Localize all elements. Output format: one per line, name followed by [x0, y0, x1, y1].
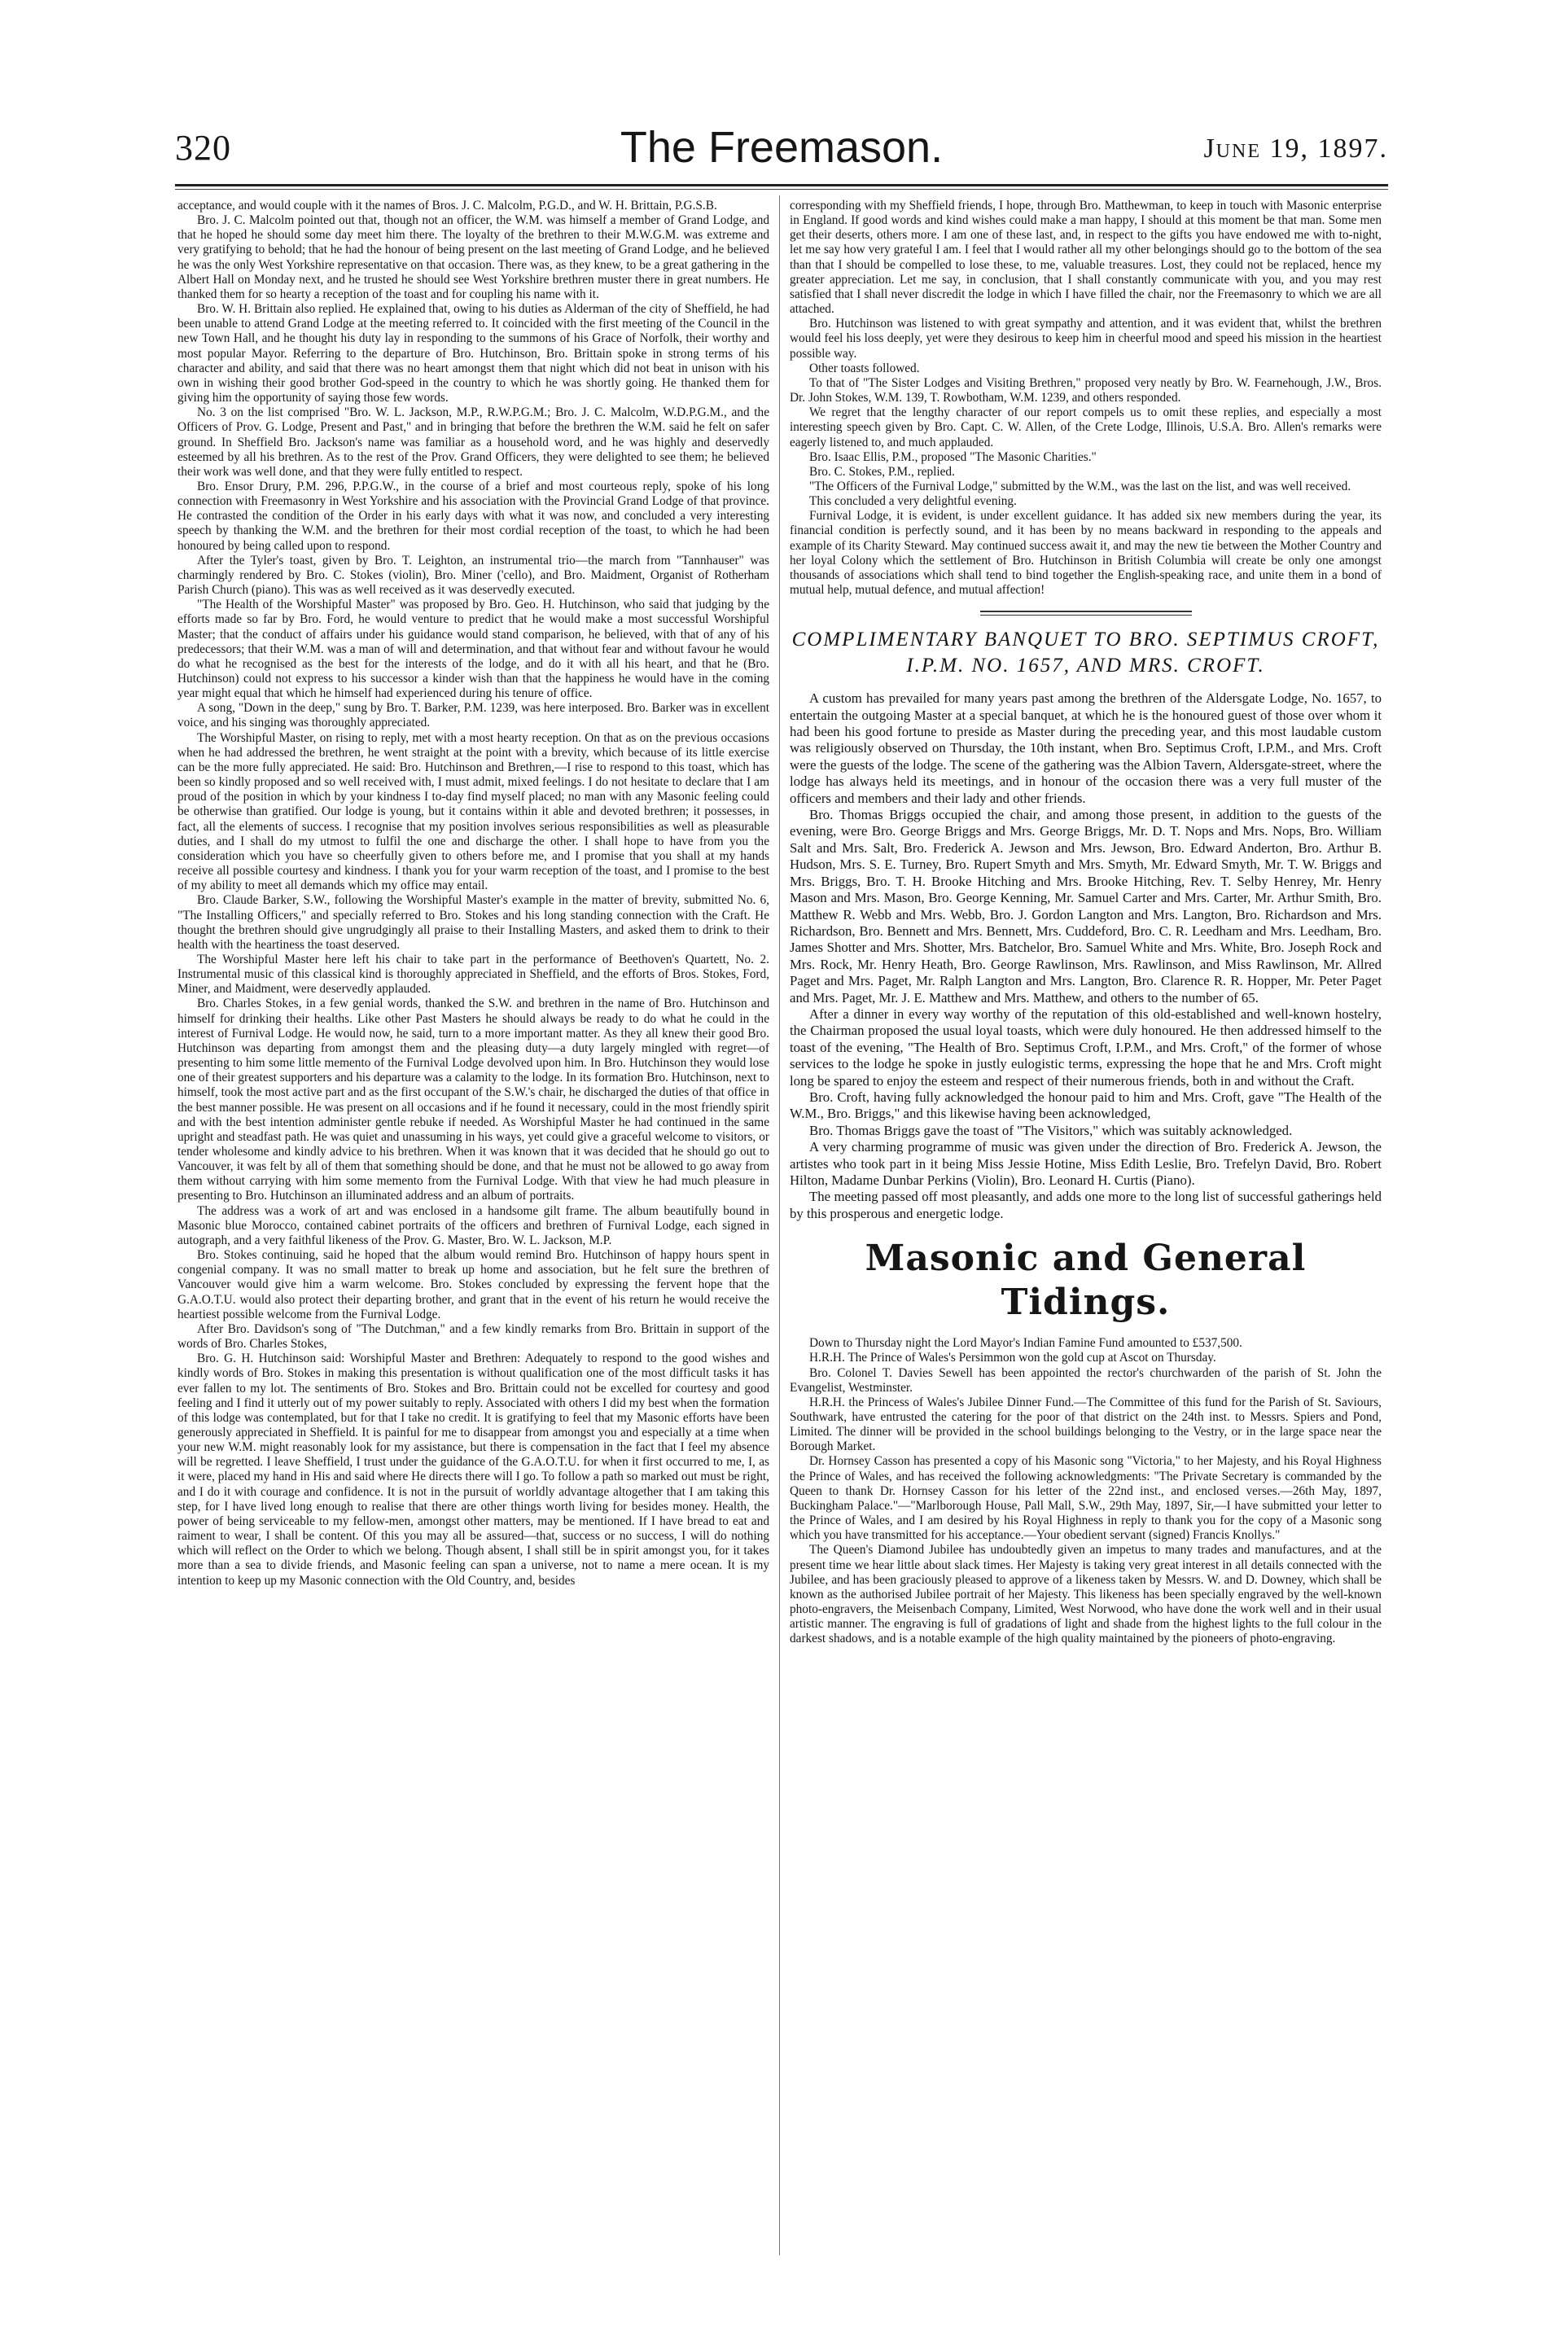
paragraph: Furnival Lodge, it is evident, is under excellent guidance. It has added six new members during the year, its financial condition is perfectly sound, and it has been by no means backward in responding to the appeals and example of its Charity Steward. May continued success await it, and may the new tie between the Mother Country and her loyal Colony which the settlement of Bro. Hutchinson in British Columbia will create be only one amongst thousands of associations which shall tend to bind together the English-speaking race, and unite them in a bond of mutual help, mutual defence, and mutual affection! — [790, 509, 1382, 598]
paragraph: H.R.H. the Princess of Wales's Jubilee Dinner Fund.—The Committee of this fund for the Parish of St. Saviours, Southwark, have entrusted the catering for the poor of that district on the 24th inst. to Messrs. Spiers and Pond, Limited. The dinner will be provided in the school buildings belonging to the Vestry, or in the large space near the Borough Market. — [790, 1395, 1382, 1454]
paragraph: After the Tyler's toast, given by Bro. T. Leighton, an instrumental trio—the march from "Tannhauser" was charmingly rendered by Bro. C. Stokes (violin), Bro. Miner ('cello), and Bro. Maidment, Organist of Rotherham Parish Church (piano). This was as well received as it was deservedly executed. — [177, 553, 769, 598]
paper-title: The Freemason. — [620, 123, 944, 172]
paragraph: Bro. Colonel T. Davies Sewell has been appointed the rector's churchwarden of the parish of St. John the Evangelist, Westminster. — [790, 1365, 1382, 1395]
paragraph: No. 3 on the list comprised "Bro. W. L. Jackson, M.P., R.W.P.G.M.; Bro. J. C. Malcolm, W.D.P.G.M., and the Officers of Prov. G. Lodge, Present and Past," and in bringing that before the brethren the W.M. said he felt on safer ground. In Sheffield Bro. Jackson's name was familiar as a household word, and he was highly and deservedly esteemed by all his brethren. As to the rest of the Prov. Grand Officers, they were delighted to see them; he believed their work was well done, and that they were fully entitled to respect. — [177, 405, 769, 479]
paragraph: Bro. Charles Stokes, in a few genial words, thanked the S.W. and brethren in the name of Bro. Hutchinson and himself for drinking their healths. Like other Past Masters he should always be ready to do what he could in the interest of Furnival Lodge. He would now, he said, turn to a more important matter. As they all knew their good Bro. Hutchinson was departing from amongst them and the pleasing duty—a duty largely mingled with regret—of presenting to him some little memento of the Furnival Lodge devolved upon him. In Bro. Hutchinson they would lose one of their greatest supporters and his departure was a calamity to the lodge. In its formation Bro. Hutchinson, next to himself, took the most active part and as the first occupant of the S.W.'s chair, he discharged the duties of that office in the best manner possible. He was present on all occasions and if he found it necessary, could in the most friendly spirit and with the best intention administer gentle rebuke if needed. As Worshipful Master he had continued in the same upright and steadfast path. He was quiet and unassuming in his ways, yet could give a graceful welcome to visitors, or tender wholesome and kindly advice to his brethren. When it was known that it was decided that he should go out to Vancouver, it was felt by all of them that something should be done, and that he must not be allowed to go away from them without carrying with him some memento from the Furnival Lodge. With that view he had much pleasure in presenting to Bro. Hutchinson an illuminated address and an album of portraits. — [177, 997, 769, 1203]
paragraph: After a dinner in every way worthy of the reputation of this old-established and well-known hostelry, the Chairman proposed the usual loyal toasts, which were duly honoured. He then addressed himself to the toast of the evening, "The Health of Bro. Septimus Croft, I.P.M., and Mrs. Croft," of the former of whose services to the lodge he spoke in justly eulogistic terms, expressing the hope that he and Mrs. Croft might long be spared to enjoy the esteem and respect of their numerous friends, both in and without the Craft. — [790, 1006, 1382, 1089]
paragraph: Bro. Thomas Briggs occupied the chair, and among those present, in addition to the guests of the evening, were Bro. George Briggs and Mrs. George Briggs, Mr. D. T. Nops and Mrs. Nops, Bro. William Salt and Mrs. Salt, Bro. Frederick A. Jewson and Mrs. Jewson, Bro. Edward Anderton, Bro. Arthur B. Hudson, Mrs. S. E. Turney, Bro. Rupert Smyth and Mrs. Smyth, Mr. Edward Smyth, Mr. T. W. Briggs and Mrs. Briggs, Bro. T. H. Brooke Hitching and Mrs. Brooke Hitching, Rev. T. Selby Henrey, Mr. Henry Mason and Mrs. Mason, Bro. George Kenning, Mr. Samuel Carter and Mrs. Carter, Mr. Arthur Smith, Bro. Matthew R. Webb and Mrs. Webb, Bro. J. Gordon Langton and Mrs. Langton, Bro. Richardson and Mrs. Richardson, Bro. Bennett and Mrs. Bennett, Mrs. Cuddeford, Bro. C. R. Leedham and Mrs. Leedham, Bro. James Shotter and Mrs. Shotter, Mrs. Batchelor, Bro. Samuel White and Mrs. White, Bro. Joseph Rock and Mrs. Rock, Mr. Henry Heath, Bro. George Rawlinson, Mrs. Rawlinson, and Miss Rawlinson, Mr. Allred Paget and Mrs. Paget, Mr. Ralph Langton and Mrs. Langton, Bro. Clarence R. R. Hopper, Mr. Peter Paget and Mrs. Paget, Mr. J. E. Matthew and Mrs. Matthew, and others to the number of 65. — [790, 807, 1382, 1006]
paragraph: Bro. W. H. Brittain also replied. He explained that, owing to his duties as Alderman of the city of Sheffield, he had been unable to attend Grand Lodge at the meeting referred to. It coincided with the first meeting of the Council in the new Town Hall, and he thought his duty lay in responding to the summons of his Grace of Norfolk, their worthy and most popular Mayor. Referring to the departure of Bro. Hutchinson, Bro. Brittain spoke in strong terms of his character and ability, and said that there was no heart amongst them that night which did not beat in unison with his own in wishing their good brother God-speed in the country to which he was shortly going. He thanked them for giving him the opportunity of saying those few words. — [177, 302, 769, 405]
banquet-article-title: COMPLIMENTARY BANQUET TO BRO. SEPTIMUS CROFT, I.P.M. NO. 1657, AND MRS. CROFT. — [791, 629, 1380, 677]
paragraph: The Worshipful Master, on rising to reply, met with a most hearty reception. On that as on the previous occasions when he had addressed the brethren, he went straight at the point with a brevity, which because of its little exercise can be the more fully appreciated. He said: Bro. Hutchinson and Brethren,—I rise to respond to this toast, which has been so kindly proposed and so well received with, I must admit, mixed feelings. I do not hesitate to declare that I am proud of the position in which by your kindness I to-day find myself placed; no man with any Masonic feeling could be otherwise than gratified. Our lodge is young, but it contains within it able and devoted brethren; it possesses, in fact, all the elements of success. I recognise that my position involves serious responsibilities as well as pleasurable duties, and I shall do my utmost to fulfil the one and discharge the other. I shall hope to have from you the consideration which you have so cheerfully given to others before me, and I promise that you shall at my hands receive all possible courtesy and kindness. I thank you for your warm reception of the toast, and I promise to the best of my ability to meet all demands which my office may entail. — [177, 730, 769, 893]
paragraph: Bro. Isaac Ellis, P.M., proposed "The Masonic Charities." — [809, 449, 1097, 464]
paragraph: The meeting passed off most pleasantly, and adds one more to the long list of successful gatherings held by this prosperous and energetic lodge. — [790, 1189, 1382, 1221]
paragraph: Down to Thursday night the Lord Mayor's Indian Famine Fund amounted to £537,500. — [809, 1336, 1242, 1351]
paragraph: Dr. Hornsey Casson has presented a copy of his Masonic song "Victoria," to her Majesty, and his Royal Highness the Prince of Wales, and has received the following acknowledgments: "The Private Secretary is commanded by the Queen to thank Dr. Hornsey Casson for his letter of the 22nd inst., and enclosed verses.—26th May, 1897, Buckingham Palace."—"Marlborough House, Pall Mall, S.W., 29th May, 1897, Sir,—I have submitted your letter to the Prince of Wales, and I am desired by his Royal Highness in reply to thank you for the copy of a Masonic song which you have transmitted for his acceptance.—Your obedient servant (signed) Francis Knollys." — [790, 1454, 1382, 1543]
paragraph: A song, "Down in the deep," sung by Bro. T. Barker, P.M. 1239, was here interposed. Bro. Barker was in excellent voice, and his singing was thoroughly appreciated. — [177, 701, 769, 730]
masthead — [175, 122, 1388, 179]
paragraph: After Bro. Davidson's song of "The Dutchman," and a few kindly remarks from Bro. Brittain in support of the words of Bro. Charles Stokes, — [177, 1321, 769, 1352]
banquet-article-body — [790, 690, 1382, 1222]
paragraph: "The Officers of the Furnival Lodge," submitted by the W.M., was the last on the list, and was well received. — [809, 479, 1351, 493]
paragraph: Bro. J. C. Malcolm pointed out that, though not an officer, the W.M. was himself a member of Grand Lodge, and that he hoped he should some day meet him there. The loyalty of the brethren to their M.W.G.M. was extreme and very gratifying to behold; that he had the honour of being present on the last meeting of Grand Lodge, and he believed he was the only West Yorkshire representative on that occasion. There was, as they knew, to be a great gathering in the Albert Hall on Monday next, and he trusted he should see West Yorkshire brethren muster there in great numbers. He thanked them for so hearty a reception of the toast and for coupling his name with it. — [177, 213, 769, 301]
paragraph: Bro. Thomas Briggs gave the toast of "The Visitors," which was suitably acknowledged. — [809, 1122, 1293, 1138]
masthead-rule — [175, 184, 1388, 186]
column-divider — [779, 195, 780, 2255]
paragraph: The Queen's Diamond Jubilee has undoubtedly given an impetus to many trades and manufactures, and at the present time we hear little about slack times. Her Majesty is taking very great interest in all details connected with the Jubilee, and has been graciously pleased to approve of a likeness taken by Messrs. W. and D. Downey, which shall be known as the authorised Jubilee portrait of her Majesty. This likeness has been specially engraved by the well-known photo-engravers, the Meisenbach Company, Limited, West Norwood, who have done the work well and in their usual artistic manner. The engraving is full of gradations of light and shade from the highest lights to the full colour in the darkest shadows, and is a notable example of the high quality maintained by the pioneers of photo-engraving. — [790, 1543, 1382, 1646]
paragraph: Bro. Ensor Drury, P.M. 296, P.P.G.W., in the course of a brief and most courteous reply, spoke of his long connection with Freemasonry in West Yorkshire and his association with the Provincial Grand Lodge of that province. He contrasted the condition of the Order in his early days with what it was now, and concluded a very interesting speech by thanking the W.M. and the brethren for their most cordial reception of the toast, to which he had been honoured by being called upon to respond. — [177, 479, 769, 553]
paragraph: corresponding with my Sheffield friends, I hope, through Bro. Matthewman, to keep in touch with Masonic enterprise in England. If good words and kind wishes could make a man happy, I should at this moment be that man. Some men get their deserts, others more. I am one of these last, and, in respect to the gifts you have endowed me with to-night, let me say how very grateful I am. I feel that I would rather all my other belongings should go to the bottom of the sea than that I should be compelled to lose these, to me, valuable treasures. Lost, they could not be replaced, hence my greater appreciation. Let me say, in conclusion, that I shall constantly communicate with you, and you may rest satisfied that I shall never discredit the lodge in which I have filled the chair, nor the Freemasonry to which we are all attached. — [790, 199, 1382, 317]
paragraph: Bro. Claude Barker, S.W., following the Worshipful Master's example in the matter of brevity, submitted No. 6, "The Installing Officers," and specially referred to Bro. Stokes and his long standing connection with the Craft. He thought the brethren should give ungrudgingly all praise to their Installing Masters, and asked them to drink to their health with the heartiness the toast deserved. — [177, 893, 769, 952]
section-separator — [980, 611, 1192, 616]
paragraph: Other toasts followed. — [809, 361, 920, 375]
paragraph: Bro. Hutchinson was listened to with great sympathy and attention, and it was evident that, whilst the brethren would feel his loss deeply, yet were they desirous to keep him in cheerful mood and speed his mission in the heartiest possible way. — [790, 317, 1382, 361]
left-column — [177, 199, 769, 2254]
paragraph: A custom has prevailed for many years past among the brethren of the Aldersgate Lodge, No. 1657, to entertain the outgoing Master at a special banquet, at which he is the honoured guest of those over whom it had been his good fortune to preside as Master during the preceding year, and this most laudable custom was religiously observed on Thursday, the 10th instant, when Bro. Septimus Croft, I.P.M., and Mrs. Croft were the guests of the lodge. The scene of the gathering was the Albion Tavern, Aldersgate-street, where the lodge has always held its meetings, and in honour of the occasion there was a very full muster of the officers and members and their lady and other friends. — [790, 690, 1382, 806]
paragraph: We regret that the lengthy character of our report compels us to omit these replies, and especially a most interesting speech given by Bro. Capt. C. W. Allen, of the Crete Lodge, Illinois, U.S.A. Bro. Allen's remarks were eagerly listened to, and much applauded. — [790, 405, 1382, 449]
paragraph: Bro. Stokes continuing, said he hoped that the album would remind Bro. Hutchinson of happy hours spent in congenial company. It was no small matter to break up home and association, but he felt sure the brethren of Vancouver would give him a warm welcome. Bro. Stokes concluded by expressing the fervent hope that the G.A.O.T.U. would also protect their departing brother, and grant that in the event of his return he would receive the heartiest possible welcome from the Furnival Lodge. — [177, 1248, 769, 1321]
paragraph: Bro. Croft, having fully acknowledged the honour paid to him and Mrs. Croft, gave "The Health of the W.M., Bro. Briggs," and this likewise having been acknowledged, — [790, 1089, 1382, 1122]
page-number: 320 — [175, 128, 231, 168]
paragraph: H.R.H. The Prince of Wales's Persimmon won the gold cup at Ascot on Thursday. — [809, 1351, 1216, 1365]
masthead-rule-thin — [175, 189, 1388, 190]
paragraph: The Worshipful Master here left his chair to take part in the performance of Beethoven's Quartett, No. 2. Instrumental music of this classical kind is thoroughly appreciated in Sheffield, and the efforts of Bros. Stokes, Ford, Miner, and Maidment, were deservedly applauded. — [177, 952, 769, 997]
paragraph: A very charming programme of music was given under the direction of Bro. Frederick A. Jewson, the artistes who took part in it being Miss Jessie Hotine, Miss Edith Leslie, Bro. Trefelyn David, Bro. Robert Hilton, Madame Dunbar Perkins (Violin), Bro. Leonard H. Curtis (Piano). — [790, 1139, 1382, 1188]
paragraph: Bro. G. H. Hutchinson said: Worshipful Master and Brethren: Adequately to respond to the good wishes and kindly words of Bro. Stokes in making this presentation is without qualification one of the most difficult tasks it has ever fallen to my lot. The sentiments of Bro. Stokes and Bro. Brittain could not be excelled for courtesy and good feeling and I find it utterly out of my power suitably to reply. Associated with others I did my best when the formation of this lodge was contemplated, but for that I take no credit. It is gratifying to feel that my Masonic efforts have been generously appreciated in Sheffield. It is painful for me to disappear from amongst you and especially at a time when your new W.M. might reasonably look for my assistance, but there is compensation in the fact that I feel my absence will be regretted. I leave Sheffield, I trust under the guidance of the G.A.O.T.U. for when it first occurred to me, I, as it were, placed my hand in His and said where He directs there will I go. To follow a path so marked out must be right, and I do it with courage and confidence. It is not in the pursuit of worldly advantage altogether that I am taking this step, for I have lived long enough to realise that there are other things worth living for besides money. Health, the power of being serviceable to my fellow-men, amongst other matters, may be mentioned. If I have bread to eat and raiment to wear, I shall be content. Of this you may all be assured—that, success or no success, I will do nothing which will reflect on the Order to which we belong. Though absent, I shall still be in spirit amongst you, for it takes more than a sea to divide friends, and Masonic feeling can span a universe, not to name a mere ocean. It is my intention to keep up my Masonic connection with the Old Country, and, besides — [177, 1352, 769, 1588]
paragraph: To that of "The Sister Lodges and Visiting Brethren," proposed very neatly by Bro. W. Fearnehough, J.W., Bros. Dr. John Stokes, W.M. 139, T. Rowbotham, W.M. 1239, and others responded. — [790, 375, 1382, 405]
right-column — [790, 199, 1382, 2254]
issue-date: June 19, 1897. — [1203, 134, 1388, 164]
paragraph: "The Health of the Worshipful Master" was proposed by Bro. Geo. H. Hutchinson, who said that judging by the efforts made so far by Bro. Ford, he would venture to predict that he would make a most successful Worshipful Master; that the conduct of affairs under his guidance would stand comparison, he believed, with that of any of his predecessors; that their W.M. was a man of will and determination, and that without fear and without favour he would do what he recognised as the best for the interests of the lodge, and do it with all his heart, and that he (Bro. Hutchinson) could not express to his successor a kinder wish than that the happiness he would have in the coming year might equal that which he himself had experienced during his tenure of office. — [177, 598, 769, 701]
paragraph: The address was a work of art and was enclosed in a handsome gilt frame. The album beautifully bound in Masonic blue Morocco, contained cabinet portraits of the officers and brethren of Furnival Lodge, each signed in autograph, and a very faithful likeness of the Prov. G. Master, Bro. W. L. Jackson, M.P. — [177, 1203, 769, 1247]
tidings-section-title: Masonic and General Tidings. — [865, 1238, 1307, 1324]
paragraph: This concluded a very delightful evening. — [809, 494, 1017, 509]
paragraph: acceptance, and would couple with it the names of Bros. J. C. Malcolm, P.G.D., and W. H. Brittain, P.G.S.B. — [177, 199, 717, 213]
paragraph: Bro. C. Stokes, P.M., replied. — [809, 464, 955, 479]
